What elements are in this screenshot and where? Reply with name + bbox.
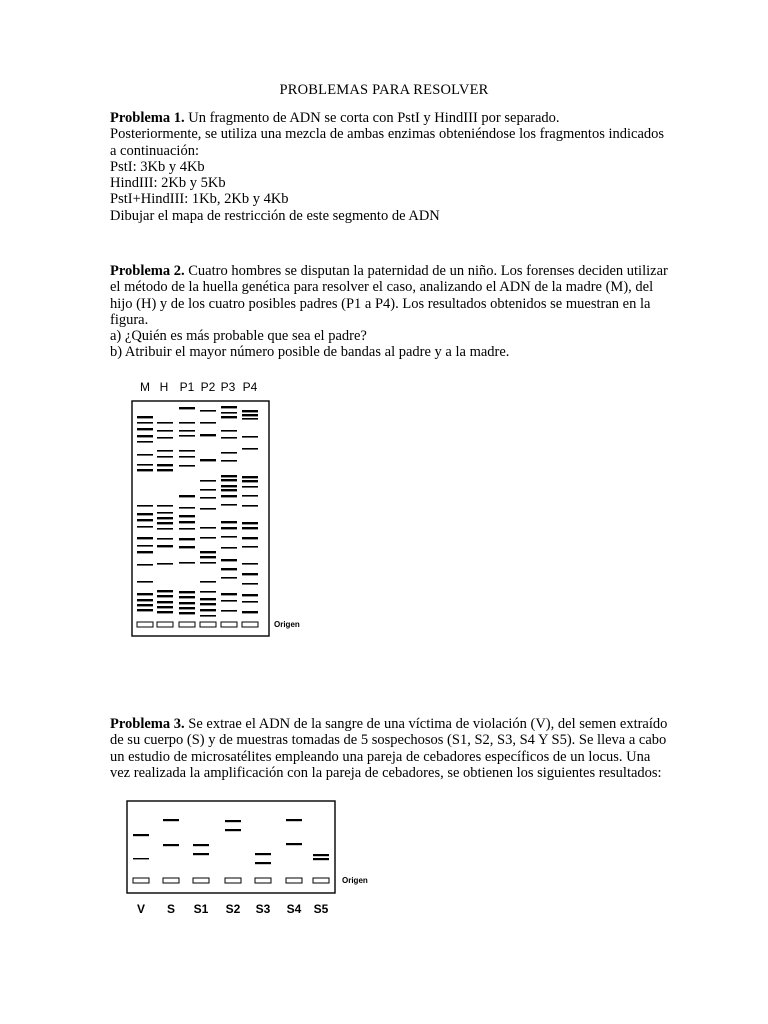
band-p1-17 [179,596,195,598]
band-s1-2 [193,853,209,855]
band-p3-9 [221,479,237,481]
band-p4-18 [242,594,258,596]
band-s4-1 [286,819,302,821]
band-h-10 [157,517,173,519]
problem-1-line-4: PstI: 3Kb y 4Kb [110,158,205,175]
band-p2-2 [200,422,216,424]
problem-2 [110,263,670,361]
band-p4-11 [242,522,258,524]
lane-label-s2: S2 [225,902,241,916]
band-p2-9 [200,527,216,529]
origin-label: Origen [342,876,368,885]
band-p2-13 [200,562,216,564]
problem-2-line-2: el método de la huella genética para resolver el caso, analizando el ADN de la madre (M), del [110,279,654,296]
band-p2-19 [200,615,216,617]
band-p1-16 [179,591,195,593]
band-p2-15 [200,591,216,593]
problem-3 [110,716,670,781]
well-s3 [255,878,271,883]
band-p3-12 [221,495,237,497]
band-p3-5 [221,437,237,439]
band-p4-15 [242,563,258,565]
band-p4-10 [242,505,258,507]
band-m-3 [137,428,153,430]
band-p2-18 [200,609,216,611]
lane-label-s1: S1 [193,902,209,916]
problem-1-line-7: Dibujar el mapa de restricción de este segmento de ADN [110,207,440,224]
problem-1-line-6: PstI+HindIII: 1Kb, 2Kb y 4Kb [110,191,289,208]
band-p4-3 [242,418,258,420]
band-p4-19 [242,601,258,603]
band-p2-8 [200,508,216,510]
band-p1-11 [179,521,195,523]
lane-label-p1: P1 [179,380,195,394]
band-m-12 [137,526,153,528]
band-h-3 [157,437,173,439]
band-p2-11 [200,551,216,553]
band-s3-1 [255,853,271,855]
band-p1-1 [179,407,195,409]
band-p2-7 [200,497,216,499]
problem-1-line-2: Posteriormente, se utiliza una mezcla de ambas enzimas obteniéndose los fragmentos indicados [110,126,665,143]
well-s2 [225,878,241,883]
band-h-2 [157,430,173,432]
band-h-19 [157,606,173,608]
band-p2-10 [200,537,216,539]
band-p1-15 [179,562,195,564]
band-p4-20 [242,611,258,613]
band-h-17 [157,595,173,597]
problem-3-line-3: un estudio de microsatélites empleando una pareja de cebadores específicos de un locus. Una [110,748,651,765]
band-m-8 [137,469,153,471]
band-h-8 [157,505,173,507]
band-p1-12 [179,528,195,530]
band-p3-21 [221,593,237,595]
band-p1-14 [179,546,195,548]
band-p1-19 [179,607,195,609]
well-p4 [242,622,258,627]
band-p4-4 [242,436,258,438]
band-m-6 [137,454,153,456]
band-h-5 [157,456,173,458]
problem-1-line-3: a continuación: [110,142,199,159]
band-p1-9 [179,507,195,509]
band-h-9 [157,512,173,514]
problem-2-label: Problema 2. [110,263,185,279]
band-h-11 [157,522,173,524]
band-h-7 [157,469,173,471]
band-m-10 [137,513,153,515]
band-h-14 [157,545,173,547]
lane-label-p4: P4 [242,380,258,394]
band-p1-10 [179,515,195,517]
band-s5-1 [313,854,329,856]
band-p3-3 [221,416,237,418]
band-h-15 [157,563,173,565]
band-p3-6 [221,452,237,454]
band-p3-22 [221,600,237,602]
band-s5-2 [313,858,329,860]
band-p1-3 [179,430,195,432]
band-h-20 [157,611,173,613]
band-h-12 [157,528,173,530]
band-p3-1 [221,406,237,408]
problem-2-line-3: hijo (H) y de los cuatro posibles padres (P1 a P4). Los resultados obtenidos se muestran en la [110,295,651,312]
band-p1-8 [179,495,195,497]
band-s3-2 [255,862,271,864]
problem-2-line-1: Problema 2. Cuatro hombres se disputan la paternidad de un niño. Los forenses deciden utilizar [110,263,668,279]
band-p3-13 [221,504,237,506]
lane-label-p3: P3 [220,380,236,394]
band-h-18 [157,601,173,603]
well-s1 [193,878,209,883]
problem-1 [110,110,670,224]
band-p4-16 [242,573,258,575]
band-p3-17 [221,547,237,549]
band-h-1 [157,422,173,424]
band-p1-5 [179,450,195,452]
band-p4-14 [242,546,258,548]
lane-label-h: H [159,380,169,394]
band-m-13 [137,537,153,539]
band-p2-4 [200,459,216,461]
lane-label-v: V [136,902,146,916]
problem-3-line-1: Problema 3. Se extrae el ADN de la sangre de una víctima de violación (V), del semen extraído [110,716,668,732]
band-p2-17 [200,603,216,605]
band-h-13 [157,538,173,540]
problem-2-line-4: figura. [110,311,149,328]
band-p3-4 [221,430,237,432]
gel-frame [127,801,335,893]
well-p1 [179,622,195,627]
band-p3-16 [221,536,237,538]
band-p4-2 [242,414,258,416]
band-p2-5 [200,480,216,482]
band-p2-16 [200,598,216,600]
band-m-11 [137,519,153,521]
band-p4-6 [242,476,258,478]
band-p3-23 [221,610,237,612]
band-s2-1 [225,820,241,822]
band-v-2 [133,858,149,859]
band-p4-9 [242,495,258,497]
band-p4-8 [242,486,258,488]
band-p1-2 [179,422,195,424]
lane-label-s5: S5 [313,902,329,916]
band-p2-1 [200,410,216,412]
band-p2-6 [200,489,216,491]
band-p1-18 [179,602,195,604]
band-p1-20 [179,612,195,614]
lane-label-s4: S4 [286,902,302,916]
problem-2-line-6: b) Atribuir el mayor número posible de bandas al padre y a la madre. [110,344,510,361]
problem-1-line-5: HindIII: 2Kb y 5Kb [110,175,226,192]
band-m-7 [137,464,153,466]
band-p1-13 [179,538,195,540]
band-p3-19 [221,568,237,570]
well-s5 [313,878,329,883]
band-p4-7 [242,480,258,482]
band-m-5 [137,441,153,443]
page-title: PROBLEMAS PARA RESOLVER [279,82,489,98]
band-p3-10 [221,485,237,487]
band-m-18 [137,593,153,595]
well-v [133,878,149,883]
band-m-19 [137,599,153,601]
band-s2-2 [225,829,241,831]
lane-label-s3: S3 [255,902,271,916]
band-m-15 [137,551,153,553]
lane-label-p2: P2 [200,380,216,394]
band-s4-2 [286,843,302,845]
well-h [157,622,173,627]
band-m-16 [137,564,153,566]
band-m-14 [137,545,153,547]
band-p4-5 [242,448,258,450]
well-s4 [286,878,302,883]
well-p3 [221,622,237,627]
band-m-4 [137,435,153,437]
band-p2-14 [200,581,216,583]
well-p2 [200,622,216,627]
band-s-1 [163,819,179,821]
well-m [137,622,153,627]
band-p3-2 [221,412,237,414]
band-p3-15 [221,527,237,529]
band-p4-12 [242,527,258,529]
problem-3-line-2: de su cuerpo (S) y de muestras tomadas de 5 sospechosos (S1, S2, S3, S4 Y S5). Se lleva a cabo [110,732,667,749]
band-h-6 [157,464,173,466]
band-m-2 [137,422,153,424]
band-p3-7 [221,460,237,462]
band-s1-1 [193,844,209,846]
band-p1-6 [179,456,195,458]
band-p3-20 [221,577,237,579]
band-m-21 [137,609,153,611]
band-p4-13 [242,537,258,539]
problem-2-line-5: a) ¿Quién es más probable que sea el padre? [110,328,367,345]
band-m-17 [137,581,153,583]
band-h-4 [157,450,173,452]
origin-label: Origen [274,620,300,629]
band-p3-18 [221,559,237,561]
paternity-gel-figure [125,375,315,645]
band-p3-14 [221,521,237,523]
lane-label-m: M [140,380,150,394]
band-v-1 [133,834,149,836]
band-m-9 [137,505,153,507]
problem-3-line-4: vez realizada la amplificación con la pareja de cebadores, se obtienen los siguientes resultados: [110,764,662,781]
band-p4-1 [242,410,258,412]
well-s [163,878,179,883]
band-p1-4 [179,435,195,437]
band-p2-12 [200,556,216,558]
band-m-1 [137,416,153,418]
problem-1-label: Problema 1. [110,110,185,126]
problem-3-label: Problema 3. [110,716,185,732]
band-m-20 [137,604,153,606]
microsatellite-gel-figure [120,795,380,925]
band-p3-8 [221,475,237,477]
band-p2-3 [200,434,216,436]
band-p1-7 [179,465,195,467]
problem-1-line-1: Problema 1. Un fragmento de ADN se corta con PstI y HindIII por separado. [110,110,560,126]
band-s-2 [163,844,179,846]
band-p3-11 [221,489,237,491]
lane-label-s: S [166,902,176,916]
band-p4-17 [242,583,258,585]
band-h-16 [157,590,173,592]
